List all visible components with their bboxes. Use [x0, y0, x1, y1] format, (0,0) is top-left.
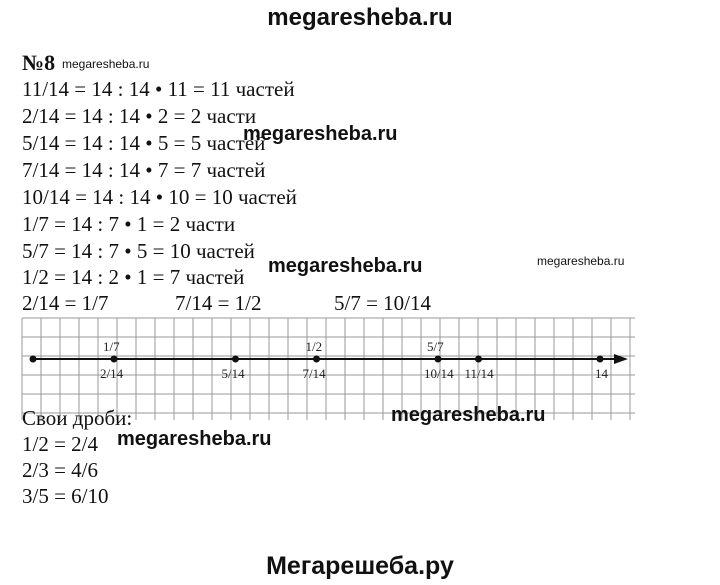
solution-line: 5/7 = 14 : 7 • 5 = 10 частей — [22, 239, 255, 263]
point-label-top: 5/7 — [427, 339, 444, 354]
watermark-small: megaresheba.ru — [537, 254, 625, 268]
watermark-small: megaresheba.ru — [62, 57, 150, 71]
point — [111, 356, 118, 363]
point-label-bottom: 14 — [595, 366, 608, 381]
solution-line: 7/14 = 14 : 14 • 7 = 7 частей — [22, 158, 266, 182]
own-fraction-item: 2/3 = 4/6 — [22, 458, 99, 482]
point-label-bottom: 7/14 — [302, 366, 326, 381]
point-label-bottom: 2/14 — [100, 366, 124, 381]
watermark-top: megaresheba.ru — [267, 4, 453, 31]
point — [313, 356, 320, 363]
equality: 5/7 = 10/14 — [334, 291, 432, 315]
point-label-bottom: 11/14 — [464, 366, 494, 381]
point — [475, 356, 482, 363]
watermark-inline: megaresheba.ru — [243, 123, 398, 145]
watermark-inline: megaresheba.ru — [117, 428, 272, 450]
solution-line: 1/2 = 14 : 2 • 1 = 7 частей — [22, 265, 245, 289]
watermark-bottom: Мегарешеба.ру — [266, 552, 454, 580]
point-label-top: 1/2 — [305, 339, 323, 354]
own-fractions-heading: Свои дроби: — [22, 406, 133, 430]
own-fraction-item: 1/2 = 2/4 — [22, 432, 99, 456]
own-fraction-item: 3/5 = 6/10 — [22, 484, 109, 508]
point — [597, 356, 604, 363]
point-label-bottom: 10/14 — [424, 366, 454, 381]
equality: 7/14 = 1/2 — [175, 291, 262, 315]
solution-line: 2/14 = 14 : 14 • 2 = 2 части — [22, 104, 257, 128]
solution-line: 11/14 = 14 : 14 • 11 = 11 частей — [22, 77, 295, 101]
solution-line: 1/7 = 14 : 7 • 1 = 2 части — [22, 212, 236, 236]
point — [30, 356, 37, 363]
equality: 2/14 = 1/7 — [22, 291, 109, 315]
watermark-inline: megaresheba.ru — [268, 255, 423, 277]
task-number: №8 — [22, 50, 56, 75]
solution-line: 10/14 = 14 : 14 • 10 = 10 частей — [22, 185, 297, 209]
solution-line: 5/14 = 14 : 14 • 5 = 5 частей — [22, 131, 266, 155]
watermark-inline: megaresheba.ru — [391, 404, 546, 426]
point — [435, 356, 442, 363]
point-label-top: 1/7 — [103, 339, 120, 354]
point — [232, 356, 239, 363]
point-label-bottom: 5/14 — [221, 366, 245, 381]
